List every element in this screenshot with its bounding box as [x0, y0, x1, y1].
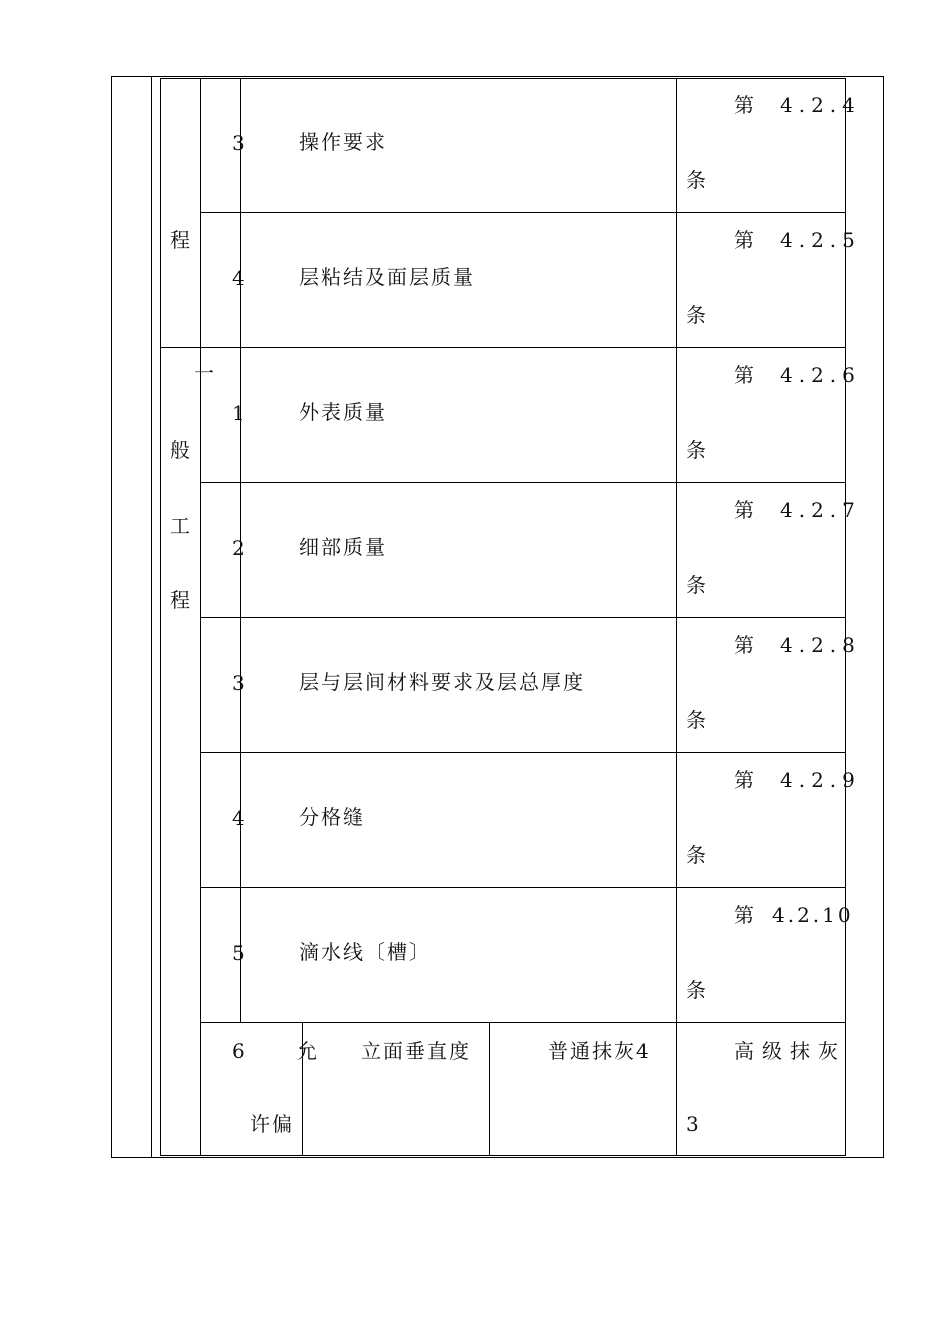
clause-number: 4.2.7 [780, 498, 861, 522]
deviation-label: 允 [297, 1039, 319, 1063]
clause-number: 4.2.10 [772, 903, 854, 927]
clause-suffix: 条 [686, 573, 708, 597]
row-number: 3 [232, 131, 245, 155]
normal-plaster-value: 普通抹灰4 [548, 1039, 651, 1063]
row-number: 5 [232, 941, 245, 965]
deviation-label: 许偏 [250, 1112, 294, 1136]
column-line [489, 1022, 490, 1156]
item-name: 层粘结及面层质量 [299, 265, 475, 289]
clause-suffix: 条 [686, 978, 708, 1002]
clause-number: 4.2.5 [780, 228, 861, 252]
clause-suffix: 条 [686, 303, 708, 327]
row-number: 4 [232, 806, 245, 830]
clause-prefix: 第 [734, 93, 756, 117]
item-name: 滴水线〔槽〕 [299, 940, 431, 964]
row-divider [200, 212, 846, 213]
row-divider [200, 887, 846, 888]
clause-prefix: 第 [734, 228, 756, 252]
row-number: 4 [232, 266, 245, 290]
clause-suffix: 条 [686, 438, 708, 462]
row-divider [200, 752, 846, 753]
clause-prefix: 第 [734, 633, 756, 657]
row-divider [160, 347, 846, 348]
advanced-plaster-label: 高级抹灰 [734, 1039, 846, 1063]
column-line [151, 76, 152, 1158]
item-name: 分格缝 [299, 805, 365, 829]
row-divider [200, 1022, 846, 1023]
clause-prefix: 第 [734, 498, 756, 522]
clause-prefix: 第 [734, 768, 756, 792]
clause-number: 4.2.6 [780, 363, 861, 387]
row-number: 1 [232, 401, 245, 425]
inner-bottom-border [160, 1155, 846, 1156]
inner-top-border [160, 78, 846, 79]
section-label-general: 工 [170, 514, 192, 538]
column-line [160, 78, 161, 1156]
clause-number: 4.2.4 [780, 93, 861, 117]
clause-number: 4.2.9 [780, 768, 861, 792]
table-top-border [111, 76, 884, 77]
table-bottom-border [111, 1157, 884, 1158]
advanced-plaster-value: 3 [686, 1112, 699, 1136]
section-label-general: 一 [194, 361, 216, 385]
row-divider [200, 617, 846, 618]
section-label-general: 般 [170, 438, 192, 462]
item-name: 层与层间材料要求及层总厚度 [299, 670, 585, 694]
row-number: 2 [232, 536, 245, 560]
table-right-border [883, 76, 884, 1158]
clause-number: 4.2.8 [780, 633, 861, 657]
item-name: 细部质量 [299, 535, 387, 559]
clause-suffix: 条 [686, 168, 708, 192]
item-name: 外表质量 [299, 400, 387, 424]
row-number: 6 [232, 1039, 245, 1063]
row-divider [200, 482, 846, 483]
clause-suffix: 条 [686, 708, 708, 732]
clause-prefix: 第 [734, 903, 756, 927]
clause-prefix: 第 [734, 363, 756, 387]
section-label-general: 程 [170, 588, 192, 612]
column-line [200, 78, 201, 1156]
check-item: 立面垂直度 [361, 1039, 471, 1063]
clause-suffix: 条 [686, 843, 708, 867]
table-left-border [111, 76, 112, 1158]
item-name: 操作要求 [299, 130, 387, 154]
section-label-main: 程 [170, 228, 192, 252]
column-line [676, 78, 677, 1156]
row-number: 3 [232, 671, 245, 695]
